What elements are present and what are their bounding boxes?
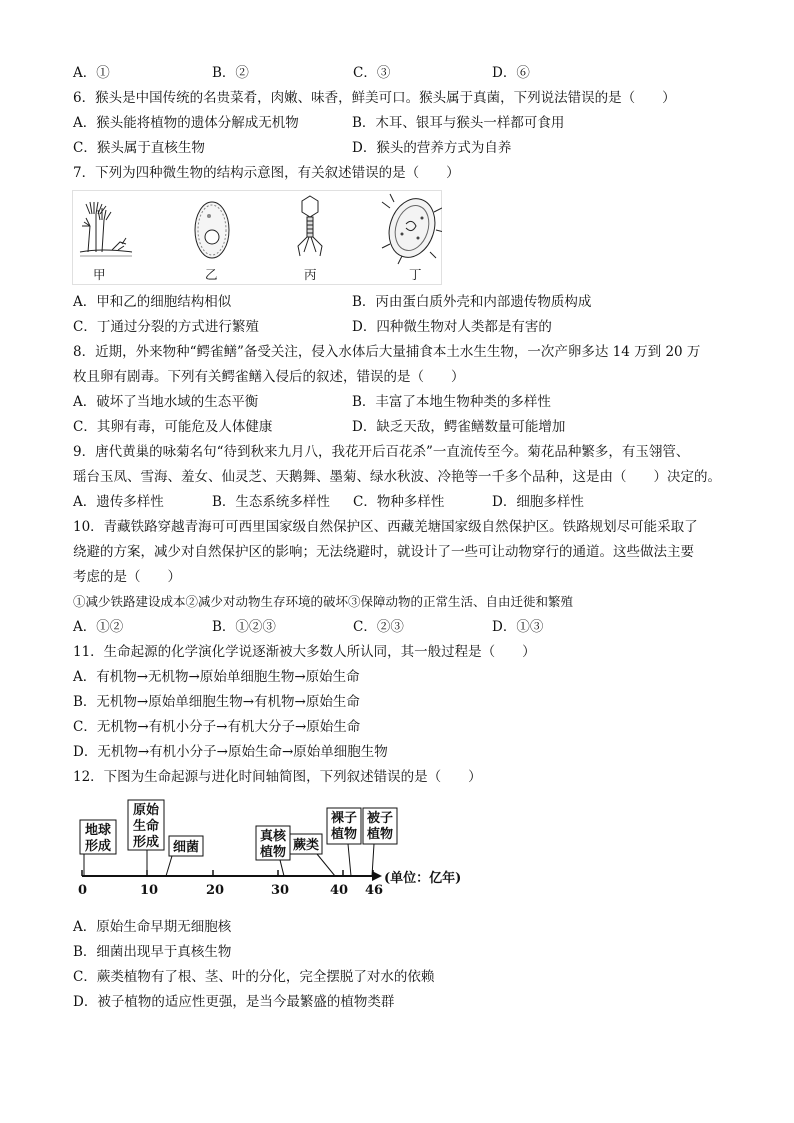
event-angio-a: 被子 — [367, 811, 394, 826]
q7-stem: 7．下列为四种微生物的结构示意图，有关叙述错误的是（ ） — [73, 165, 460, 181]
figure-label-jia: 甲 — [93, 267, 106, 282]
q10-statements: ①减少铁路建设成本②减少对动物生存环境的破坏③保障动物的正常生活、自由迁徙和繁殖 — [73, 594, 574, 609]
event-eukaryote-a: 真核 — [260, 829, 287, 844]
q9-stem-line2: 瑶台玉凤、雪海、羞女、仙灵芝、天鹅舞、墨菊、绿水秋波、冷艳等一千多个品种，这是由（ ）决定的。 — [73, 469, 721, 485]
q11-option-b: B．无机物→原始单细胞生物→有机物→原始生命 — [73, 694, 360, 710]
event-bacteria: 细菌 — [173, 840, 200, 855]
q9-option-a: A．遗传多样性 — [73, 494, 164, 510]
q7-option-a: A．甲和乙的细胞结构相似 — [73, 294, 232, 310]
q7-option-d: D．四种微生物对人类都是有害的 — [352, 319, 552, 335]
q12-option-c: C．蕨类植物有了根、茎、叶的分化，完全摆脱了对水的依赖 — [73, 969, 435, 985]
q9-option-d: D．细胞多样性 — [492, 494, 584, 510]
q7-microorganism-figure — [72, 190, 442, 285]
q5-option-b: B．② — [212, 65, 249, 81]
figure-label-yi: 乙 — [205, 267, 218, 282]
q7-option-b: B．丙由蛋白质外壳和内部遗传物质构成 — [352, 294, 592, 310]
q8-stem-line2: 枚且卵有剧毒。下列有关鳄雀鳝入侵后的叙述，错误的是（ ） — [73, 369, 465, 385]
q8-stem-line1: 8．近期，外来物种“鳄雀鳝”备受关注，侵入水体后大量捕食本土水生生物，一次产卵多达 14 万到 20 万 — [73, 344, 701, 360]
event-fern: 蕨类 — [293, 838, 320, 853]
evolution-timeline-figure — [72, 796, 482, 900]
q6-option-c: C．猴头属于直核生物 — [73, 140, 205, 156]
q12-option-b: B．细菌出现早于真核生物 — [73, 944, 232, 960]
tick-label: 10 — [140, 883, 159, 898]
q5-option-d: D．⑥ — [492, 65, 530, 81]
tick-label: 46 — [365, 883, 384, 898]
q9-stem-line1: 9．唐代黄巢的咏菊名句“待到秋来九月八，我花开后百花杀”一直流传至今。菊花品种繁多，有玉翎管、 — [73, 444, 690, 460]
q6-option-a: A．猴头能将植物的遗体分解成无机物 — [73, 115, 299, 131]
q8-option-c: C．其卵有毒，可能危及人体健康 — [73, 419, 273, 435]
q8-option-d: D．缺乏天敌，鳄雀鳝数量可能增加 — [352, 419, 566, 435]
q10-option-b: B．①②③ — [212, 619, 276, 635]
q12-option-d: D．被子植物的适应性更强，是当今最繁盛的植物类群 — [73, 994, 395, 1010]
q7-option-c: C．丁通过分裂的方式进行繁殖 — [73, 319, 259, 335]
q11-stem: 11．生命起源的化学演化学说逐渐被大多数人所认同，其一般过程是（ ） — [73, 644, 536, 660]
q11-option-d: D．无机物→有机小分子→原始生命→原始单细胞生物 — [73, 744, 388, 760]
tick-label: 20 — [206, 883, 225, 898]
q10-option-c: C．②③ — [353, 619, 404, 635]
q9-option-c: C．物种多样性 — [353, 494, 445, 510]
event-angio-b: 植物 — [367, 827, 394, 842]
timeline-unit: (单位：亿年) — [384, 871, 462, 886]
q6-option-b: B．木耳、银耳与猴头一样都可食用 — [352, 115, 565, 131]
q10-stem-line1: 10．青藏铁路穿越青海可可西里国家级自然保护区、西藏羌塘国家级自然保护区。铁路规划尽可能采取了 — [73, 519, 698, 535]
event-life-a: 原始 — [133, 803, 160, 818]
event-earth-a: 地球 — [85, 823, 112, 838]
q10-option-a: A．①② — [73, 619, 124, 635]
tick-label: 0 — [78, 883, 88, 898]
q5-option-a: A．① — [73, 65, 110, 81]
figure-label-bing: 丙 — [304, 267, 317, 282]
event-eukaryote-b: 植物 — [260, 845, 287, 860]
event-gymno-a: 裸子 — [331, 811, 358, 826]
yeast-figure — [195, 202, 229, 258]
q10-stem-line2: 绕避的方案，减少对自然保护区的影响；无法绕避时，就设计了一些可让动物穿行的通道。这些做法主要 — [73, 544, 694, 560]
q9-option-b: B．生态系统多样性 — [212, 494, 330, 510]
tick-label: 40 — [330, 883, 349, 898]
event-life-c: 形成 — [133, 835, 160, 850]
q11-option-a: A．有机物→无机物→原始单细胞生物→原始生命 — [73, 669, 360, 685]
q8-option-a: A．破坏了当地水域的生态平衡 — [73, 394, 259, 410]
event-life-b: 生命 — [133, 819, 160, 834]
event-gymno-b: 植物 — [331, 827, 358, 842]
q6-option-d: D．猴头的营养方式为自养 — [352, 140, 512, 156]
q11-option-c: C．无机物→有机小分子→有机大分子→原始生命 — [73, 719, 361, 735]
tick-label: 30 — [271, 883, 290, 898]
figure-label-ding: 丁 — [409, 267, 422, 282]
q5-option-c: C．③ — [353, 65, 391, 81]
q6-stem: 6．猴头是中国传统的名贵菜肴，肉嫩、味香，鲜美可口。猴头属于真菌，下列说法错误的是（ ） — [73, 90, 676, 106]
q8-option-b: B．丰富了本地生物种类的多样性 — [352, 394, 551, 410]
q10-stem-line3: 考虑的是（ ） — [73, 569, 181, 585]
q10-option-d: D．①③ — [492, 619, 544, 635]
q12-option-a: A．原始生命早期无细胞核 — [73, 919, 232, 935]
q12-stem: 12．下图为生命起源与进化时间轴简图，下列叙述错误的是（ ） — [73, 769, 482, 785]
event-earth-b: 形成 — [85, 839, 112, 854]
